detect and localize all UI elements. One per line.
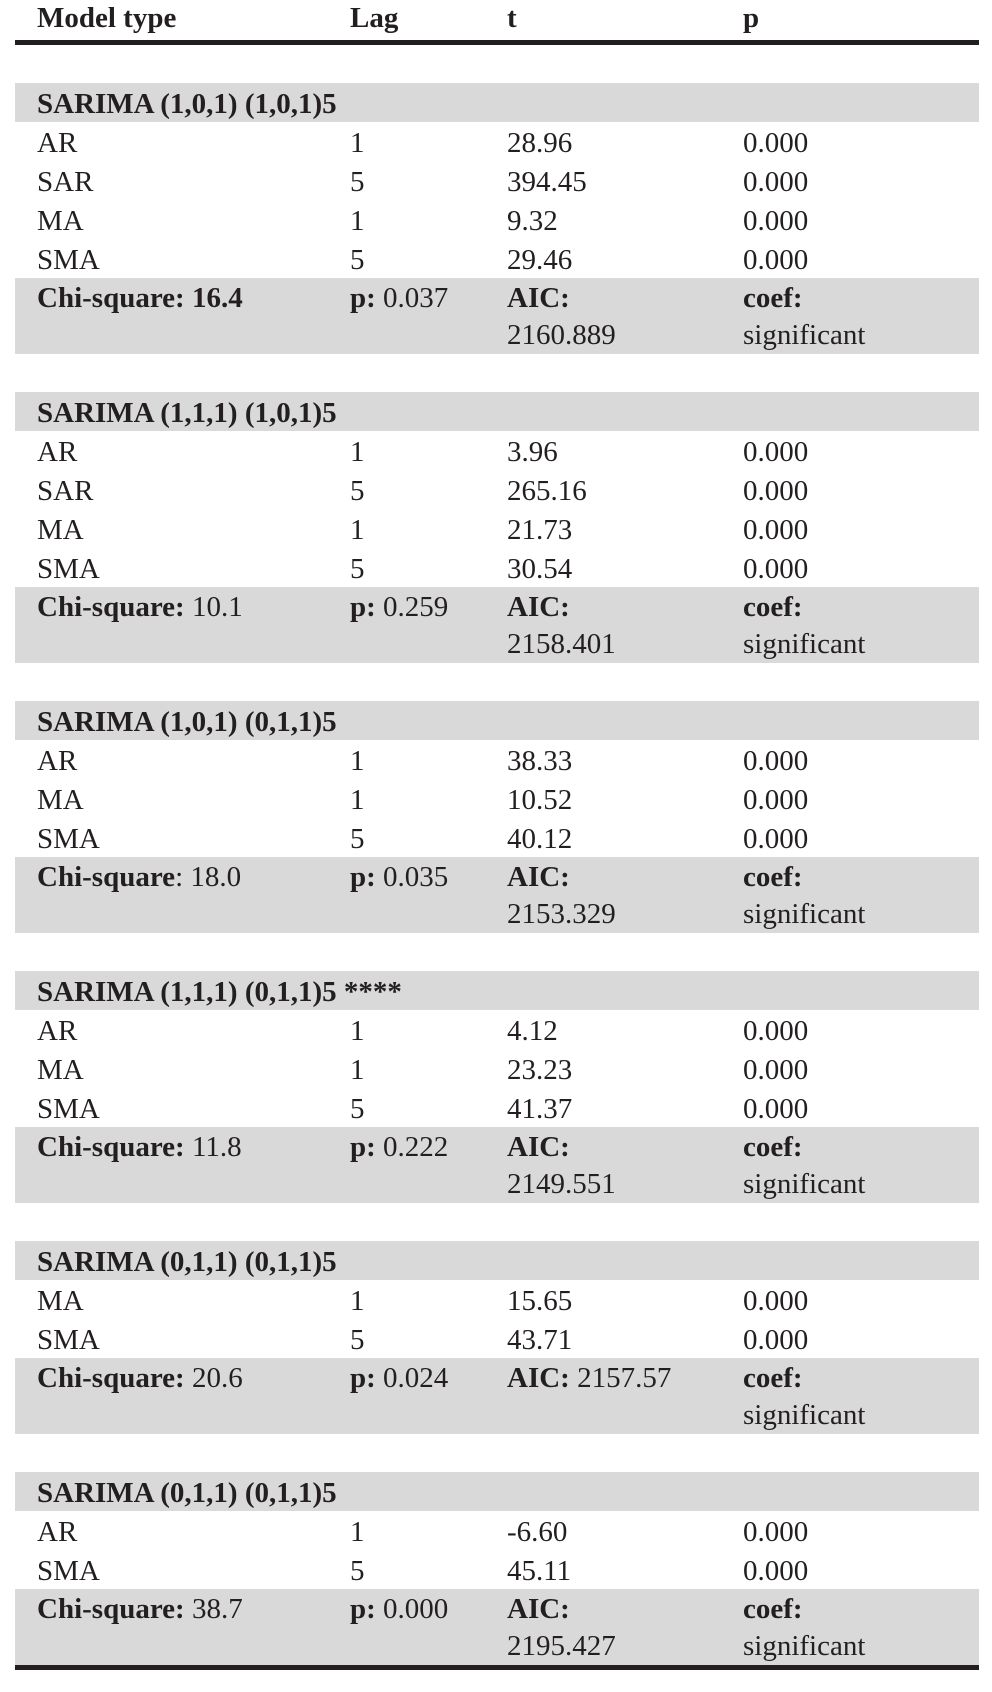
t-cell: 21.73 xyxy=(507,514,573,546)
t-cell: 23.23 xyxy=(507,1054,573,1086)
lag-cell: 5 xyxy=(350,1324,365,1356)
model-name: SARIMA (1,1,1) (0,1,1)5 **** xyxy=(37,976,402,1008)
table-row xyxy=(15,1550,979,1589)
term-cell: SMA xyxy=(37,1555,100,1587)
p-cell: 0.000 xyxy=(743,1285,809,1317)
lag-cell: 5 xyxy=(350,553,365,585)
term-cell: MA xyxy=(37,205,84,237)
chi-square-value: 16.4 xyxy=(191,282,243,314)
model-group-title xyxy=(15,83,979,122)
p-cell: 0.000 xyxy=(743,166,809,198)
lag-cell: 5 xyxy=(350,244,365,276)
table-row xyxy=(15,509,979,548)
t-cell: 41.37 xyxy=(507,1093,573,1125)
term-cell: AR xyxy=(37,1015,78,1047)
p-label: p: xyxy=(350,1593,376,1625)
p-cell: 0.000 xyxy=(743,205,809,237)
model-group-title xyxy=(15,392,979,431)
p-value: 0.222 xyxy=(383,1131,449,1163)
p-label: p: xyxy=(350,1131,376,1163)
p-cell: 0.000 xyxy=(743,553,809,585)
p-cell: 0.000 xyxy=(743,514,809,546)
lag-cell: 1 xyxy=(350,784,365,816)
t-cell: -6.60 xyxy=(507,1516,568,1548)
term-cell: SMA xyxy=(37,1324,100,1356)
table-row xyxy=(15,818,979,857)
table-row xyxy=(15,1511,979,1550)
p-cell: 0.000 xyxy=(743,1093,809,1125)
lag-cell: 1 xyxy=(350,436,365,468)
coef-cell xyxy=(743,280,979,354)
model-group-title xyxy=(15,1472,979,1511)
p-value: 0.000 xyxy=(383,1593,449,1625)
t-cell: 40.12 xyxy=(507,823,573,855)
table-row xyxy=(15,1319,979,1358)
chi-sep: : xyxy=(175,861,184,893)
lag-cell: 1 xyxy=(350,127,365,159)
group-spacer xyxy=(15,354,979,392)
p-value-cell xyxy=(350,859,507,933)
p-value-cell xyxy=(350,589,507,663)
t-cell: 3.96 xyxy=(507,436,558,468)
p-label: p: xyxy=(350,861,376,893)
t-cell: 28.96 xyxy=(507,127,573,159)
chi-square-cell xyxy=(15,1360,350,1434)
coef-label: coef: xyxy=(743,861,803,893)
p-value: 0.037 xyxy=(383,282,449,314)
table-row xyxy=(15,200,979,239)
table-header-row xyxy=(15,0,979,40)
p-cell: 0.000 xyxy=(743,1555,809,1587)
aic-cell xyxy=(507,859,743,933)
aic-value: 2153.329 xyxy=(507,898,616,930)
p-cell: 0.000 xyxy=(743,1324,809,1356)
lag-cell: 1 xyxy=(350,1015,365,1047)
t-cell: 4.12 xyxy=(507,1015,558,1047)
chi-square-label: Chi-square: xyxy=(37,282,185,314)
aic-label: AIC: xyxy=(507,1131,570,1163)
coef-label: coef: xyxy=(743,1131,803,1163)
aic-label: AIC: xyxy=(507,861,570,893)
aic-value: 2195.427 xyxy=(507,1630,616,1662)
model-name: SARIMA (0,1,1) (0,1,1)5 xyxy=(37,1477,337,1509)
table-row xyxy=(15,779,979,818)
model-summary-row xyxy=(15,587,979,663)
table-row xyxy=(15,1280,979,1319)
p-cell: 0.000 xyxy=(743,1516,809,1548)
model-group-title xyxy=(15,971,979,1010)
p-value: 0.035 xyxy=(383,861,449,893)
p-cell: 0.000 xyxy=(743,436,809,468)
model-name: SARIMA (1,1,1) (1,0,1)5 xyxy=(37,397,337,429)
aic-cell xyxy=(507,589,743,663)
coef-value: significant xyxy=(743,1399,866,1431)
term-cell: SMA xyxy=(37,1093,100,1125)
t-cell: 265.16 xyxy=(507,475,587,507)
p-label: p: xyxy=(350,591,376,623)
coef-cell xyxy=(743,1360,979,1434)
coef-label: coef: xyxy=(743,1362,803,1394)
aic-value: 2158.401 xyxy=(507,628,616,660)
chi-square-cell xyxy=(15,280,350,354)
lag-cell: 1 xyxy=(350,205,365,237)
t-cell: 10.52 xyxy=(507,784,573,816)
aic-cell xyxy=(507,1591,743,1665)
chi-square-label: Chi-square xyxy=(37,861,176,893)
coef-cell xyxy=(743,1129,979,1203)
group-spacer xyxy=(15,45,979,83)
coef-label: coef: xyxy=(743,282,803,314)
group-spacer xyxy=(15,663,979,701)
term-cell: SAR xyxy=(37,166,94,198)
table-row xyxy=(15,548,979,587)
model-name: SARIMA (0,1,1) (0,1,1)5 xyxy=(37,1246,337,1278)
coef-cell xyxy=(743,859,979,933)
coef-value: significant xyxy=(743,1630,866,1662)
chi-square-label: Chi-square: xyxy=(37,1131,185,1163)
bottom-rule xyxy=(15,1665,979,1670)
p-value-cell xyxy=(350,1129,507,1203)
group-spacer xyxy=(15,1203,979,1241)
aic-label: AIC: xyxy=(507,1593,570,1625)
coef-value: significant xyxy=(743,319,866,351)
chi-square-cell xyxy=(15,1591,350,1665)
p-cell: 0.000 xyxy=(743,745,809,777)
lag-cell: 5 xyxy=(350,1555,365,1587)
aic-value: 2160.889 xyxy=(507,319,616,351)
table-row xyxy=(15,470,979,509)
model-summary-row xyxy=(15,278,979,354)
aic-cell xyxy=(507,1360,743,1434)
lag-cell: 5 xyxy=(350,166,365,198)
aic-label: AIC: xyxy=(507,282,570,314)
table-row xyxy=(15,122,979,161)
term-cell: SMA xyxy=(37,553,100,585)
p-value: 0.024 xyxy=(383,1362,449,1394)
lag-cell: 5 xyxy=(350,1093,365,1125)
chi-square-value: 18.0 xyxy=(190,861,242,893)
model-name: SARIMA (1,0,1) (0,1,1)5 xyxy=(37,706,337,738)
p-cell: 0.000 xyxy=(743,823,809,855)
model-name: SARIMA (1,0,1) (1,0,1)5 xyxy=(37,88,337,120)
model-summary-row xyxy=(15,1358,979,1434)
coef-label: coef: xyxy=(743,1593,803,1625)
table-row xyxy=(15,1049,979,1088)
t-cell: 38.33 xyxy=(507,745,573,777)
header-t: t xyxy=(507,2,517,34)
coef-value: significant xyxy=(743,898,866,930)
p-cell: 0.000 xyxy=(743,244,809,276)
p-value-cell xyxy=(350,1360,507,1434)
chi-square-value: 20.6 xyxy=(191,1362,243,1394)
lag-cell: 1 xyxy=(350,1054,365,1086)
coef-value: significant xyxy=(743,628,866,660)
chi-square-cell xyxy=(15,859,350,933)
lag-cell: 1 xyxy=(350,1516,365,1548)
p-label: p: xyxy=(350,1362,376,1394)
model-summary-row xyxy=(15,1589,979,1665)
term-cell: AR xyxy=(37,436,78,468)
aic-cell xyxy=(507,1129,743,1203)
chi-square-label: Chi-square: xyxy=(37,1362,185,1394)
table-row xyxy=(15,239,979,278)
t-cell: 29.46 xyxy=(507,244,573,276)
group-spacer xyxy=(15,933,979,971)
p-value-cell xyxy=(350,1591,507,1665)
chi-square-cell xyxy=(15,1129,350,1203)
term-cell: MA xyxy=(37,514,84,546)
term-cell: AR xyxy=(37,745,78,777)
term-cell: AR xyxy=(37,1516,78,1548)
term-cell: MA xyxy=(37,1285,84,1317)
coef-cell xyxy=(743,1591,979,1665)
table-row xyxy=(15,740,979,779)
lag-cell: 1 xyxy=(350,745,365,777)
term-cell: SMA xyxy=(37,244,100,276)
p-cell: 0.000 xyxy=(743,127,809,159)
lag-cell: 5 xyxy=(350,475,365,507)
model-summary-row xyxy=(15,1127,979,1203)
header-lag: Lag xyxy=(350,2,399,34)
t-cell: 43.71 xyxy=(507,1324,573,1356)
term-cell: AR xyxy=(37,127,78,159)
header-model-type: Model type xyxy=(37,2,177,34)
chi-square-label: Chi-square: xyxy=(37,591,185,623)
aic-value: 2157.57 xyxy=(577,1362,672,1394)
table-row xyxy=(15,1088,979,1127)
aic-cell xyxy=(507,280,743,354)
term-cell: SAR xyxy=(37,475,94,507)
chi-square-value: 11.8 xyxy=(191,1131,242,1163)
lag-cell: 1 xyxy=(350,514,365,546)
table-row xyxy=(15,161,979,200)
chi-square-value: 38.7 xyxy=(191,1593,243,1625)
lag-cell: 1 xyxy=(350,1285,365,1317)
sarima-model-table xyxy=(15,0,979,1670)
term-cell: SMA xyxy=(37,823,100,855)
table-row xyxy=(15,1010,979,1049)
chi-square-cell xyxy=(15,589,350,663)
coef-value: significant xyxy=(743,1168,866,1200)
model-group-title xyxy=(15,701,979,740)
t-cell: 45.11 xyxy=(507,1555,572,1587)
term-cell: MA xyxy=(37,784,84,816)
p-value: 0.259 xyxy=(383,591,449,623)
p-value-cell xyxy=(350,280,507,354)
model-group-title xyxy=(15,1241,979,1280)
coef-cell xyxy=(743,589,979,663)
p-label: p: xyxy=(350,282,376,314)
p-cell: 0.000 xyxy=(743,475,809,507)
aic-value: 2149.551 xyxy=(507,1168,616,1200)
coef-label: coef: xyxy=(743,591,803,623)
t-cell: 394.45 xyxy=(507,166,587,198)
p-cell: 0.000 xyxy=(743,1054,809,1086)
header-p: p xyxy=(743,2,760,34)
t-cell: 30.54 xyxy=(507,553,573,585)
p-cell: 0.000 xyxy=(743,784,809,816)
table-row xyxy=(15,431,979,470)
chi-square-label: Chi-square: xyxy=(37,1593,185,1625)
group-spacer xyxy=(15,1434,979,1472)
aic-label: AIC: xyxy=(507,591,570,623)
t-cell: 9.32 xyxy=(507,205,558,237)
model-groups xyxy=(15,45,979,1665)
chi-square-value: 10.1 xyxy=(191,591,243,623)
term-cell: MA xyxy=(37,1054,84,1086)
t-cell: 15.65 xyxy=(507,1285,573,1317)
lag-cell: 5 xyxy=(350,823,365,855)
aic-label: AIC: xyxy=(507,1362,570,1394)
p-cell: 0.000 xyxy=(743,1015,809,1047)
model-summary-row xyxy=(15,857,979,933)
